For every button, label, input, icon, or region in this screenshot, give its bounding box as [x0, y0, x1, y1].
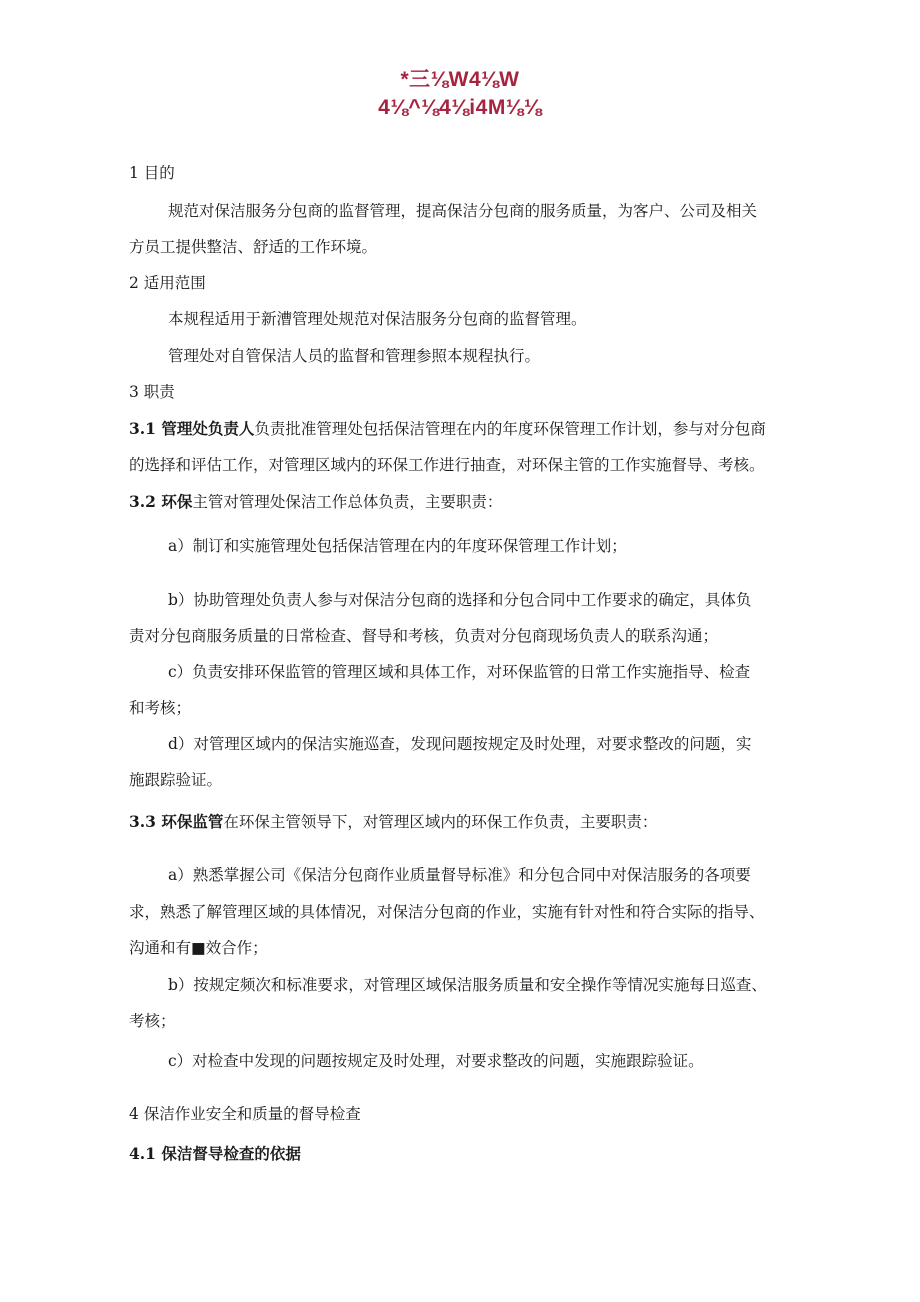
section-3-1-line-2: 的选择和评估工作，对管理区域内的环保工作进行抽查，对环保主管的工作实施督导、考核。 — [129, 456, 765, 474]
section-1-paragraph-line-1: 规范对保洁服务分包商的监督管理，提高保洁分包商的服务质量，为客户、公司及相关 — [168, 202, 758, 220]
section-2-paragraph-2: 管理处对自管保洁人员的监督和管理参照本规程执行。 — [168, 347, 541, 365]
section-3-2-line — [129, 491, 502, 513]
section-3-3-item-a-line-1: a）熟悉掌握公司《保洁分包商作业质量督导标准》和分包合同中对保洁服务的各项要 — [168, 866, 751, 884]
section-3-2-item-d-line-1: d）对管理区域内的保洁实施巡查，发现问题按规定及时处理，对要求整改的问题，实 — [168, 735, 752, 753]
section-3-1-label: 3.1 管理处负责人 — [129, 419, 255, 438]
section-3-3-line — [129, 811, 657, 833]
section-3-heading: 3 职责 — [129, 383, 175, 401]
section-1-heading: 1 目的 — [129, 164, 175, 182]
section-3-3-item-b-line-2: 考核； — [129, 1012, 176, 1030]
section-1-paragraph-line-2: 方员工提供整洁、舒适的工作环境。 — [129, 238, 378, 256]
section-2-paragraph-1: 本规程适用于新漕管理处规范对保洁服务分包商的监督管理。 — [168, 310, 587, 328]
section-3-3-item-a-line-3: 沟通和有■效合作； — [129, 939, 268, 957]
section-3-2-item-b-line-1: b）协助管理处负责人参与对保洁分包商的选择和分包合同中工作要求的确定，具体负 — [168, 591, 752, 609]
section-3-3-item-a-line-2: 求，熟悉了解管理区域的具体情况，对保洁分包商的作业，实施有针对性和符合实际的指导、 — [129, 903, 765, 921]
section-3-1-line-1 — [129, 418, 766, 440]
section-3-2-item-b-line-2: 责对分包商服务质量的日常检查、督导和考核，负责对分包商现场负责人的联系沟通； — [129, 627, 719, 645]
section-4-1-heading: 4.1 保洁督导检查的依据 — [129, 1144, 301, 1163]
section-3-2-item-d-line-2: 施跟踪验证。 — [129, 771, 223, 789]
document-title-line-2: 4⅛^⅛4⅛i4M⅛⅛ — [378, 96, 542, 119]
section-3-3-item-c: c）对检查中发现的问题按规定及时处理，对要求整改的问题，实施跟踪验证。 — [168, 1052, 704, 1070]
section-3-3-item-b-line-1: b）按规定频次和标准要求，对管理区域保洁服务质量和安全操作等情况实施每日巡查、 — [168, 976, 767, 994]
section-3-2-item-c-line-1: c）负责安排环保监管的管理区域和具体工作，对环保监管的日常工作实施指导、检查 — [168, 663, 751, 681]
section-3-1-text: 负责批准管理处包括保洁管理在内的年度环保管理工作计划，参与对分包商 — [254, 420, 766, 438]
section-4-heading: 4 保洁作业安全和质量的督导检查 — [129, 1105, 361, 1123]
document-title-line-1: *三⅛W4⅛W — [400, 68, 520, 91]
section-2-heading: 2 适用范围 — [129, 274, 206, 292]
section-3-2-label: 3.2 环保 — [129, 492, 193, 511]
section-3-3-text: 在环保主管领导下，对管理区域内的环保工作负责，主要职责： — [223, 813, 658, 831]
section-3-3-label: 3.3 环保监管 — [129, 812, 224, 831]
section-3-2-text: 主管对管理处保洁工作总体负责，主要职责： — [192, 493, 503, 511]
section-3-2-item-c-line-2: 和考核； — [129, 699, 192, 717]
section-3-2-item-a: a）制订和实施管理处包括保洁管理在内的年度环保管理工作计划； — [168, 537, 627, 555]
